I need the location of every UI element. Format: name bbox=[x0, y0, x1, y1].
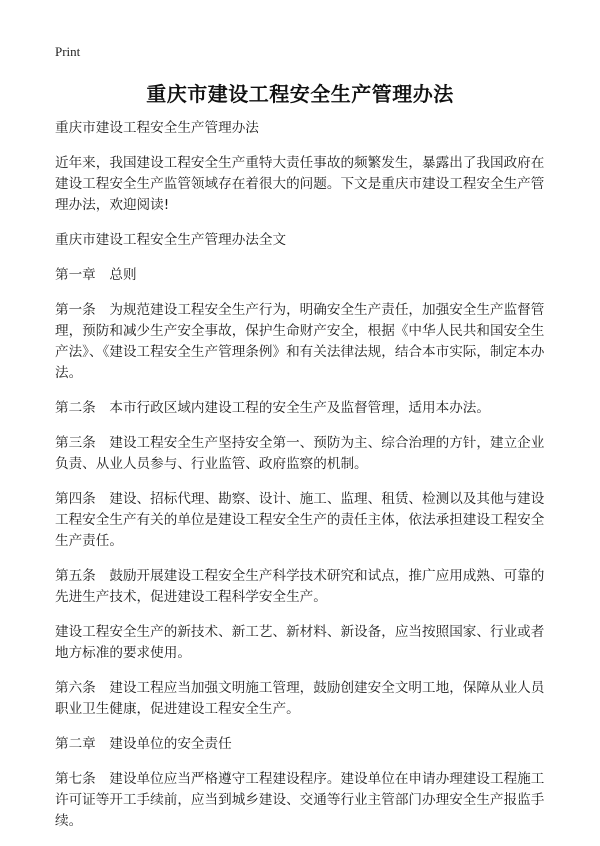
chapter-heading: 第一章 总则 bbox=[55, 267, 137, 283]
paragraph: 第一条 为规范建设工程安全生产行为，明确安全生产责任，加强安全生产监督管理，预防和减少生产安全事故，保护生命财产安全，根据《中华人民共和国安全生产法》、《建设工程安全生产管理条例》和有关法律法规，结合本市实际，制定本办法。 bbox=[55, 302, 545, 381]
paragraph: 近年来，我国建设工程安全生产重特大责任事故的频繁发生，暴露出了我国政府在建设工程安全生产监管领域存在着很大的问题。下文是重庆市建设工程安全生产管理办法，欢迎阅读! bbox=[55, 155, 545, 213]
paragraph: 重庆市建设工程安全生产管理办法 bbox=[55, 120, 259, 136]
chapter-heading: 第二章 建设单位的安全责任 bbox=[55, 736, 232, 752]
paragraph: 第二条 本市行政区域内建设工程的安全生产及监督管理，适用本办法。 bbox=[55, 400, 490, 416]
paragraph: 第三条 建设工程安全生产坚持安全第一、预防为主、综合治理的方针，建立企业负责、从业人员参与、行业监管、政府监察的机制。 bbox=[55, 435, 545, 472]
paragraph: 第四条 建设、招标代理、勘察、设计、施工、监理、租赁、检测以及其他与建设工程安全生产有关的单位是建设工程安全生产的责任主体，依法承担建设工程安全生产责任。 bbox=[55, 491, 545, 549]
print-link[interactable]: Print bbox=[55, 44, 81, 59]
paragraph: 第六条 建设工程应当加强文明施工管理，鼓励创建安全文明工地，保障从业人员职业卫生健康，促进建设工程安全生产。 bbox=[55, 680, 545, 717]
paragraph: 第五条 鼓励开展建设工程安全生产科学技术研究和试点，推广应用成熟、可靠的先进生产技术，促进建设工程科学安全生产。 bbox=[55, 568, 545, 605]
document-body bbox=[55, 118, 553, 846]
paragraph: 建设工程安全生产的新技术、新工艺、新材料、新设备，应当按照国家、行业或者地方标准的要求使用。 bbox=[55, 624, 545, 661]
paragraph: 重庆市建设工程安全生产管理办法全文 bbox=[55, 232, 287, 248]
page-title: 重庆市建设工程安全生产管理办法 bbox=[146, 82, 454, 106]
paragraph: 第七条 建设单位应当严格遵守工程建设程序。建设单位在申请办理建设工程施工许可证等开工手续前，应当到城乡建设、交通等行业主管部门办理安全生产报监手续。 bbox=[55, 771, 545, 829]
